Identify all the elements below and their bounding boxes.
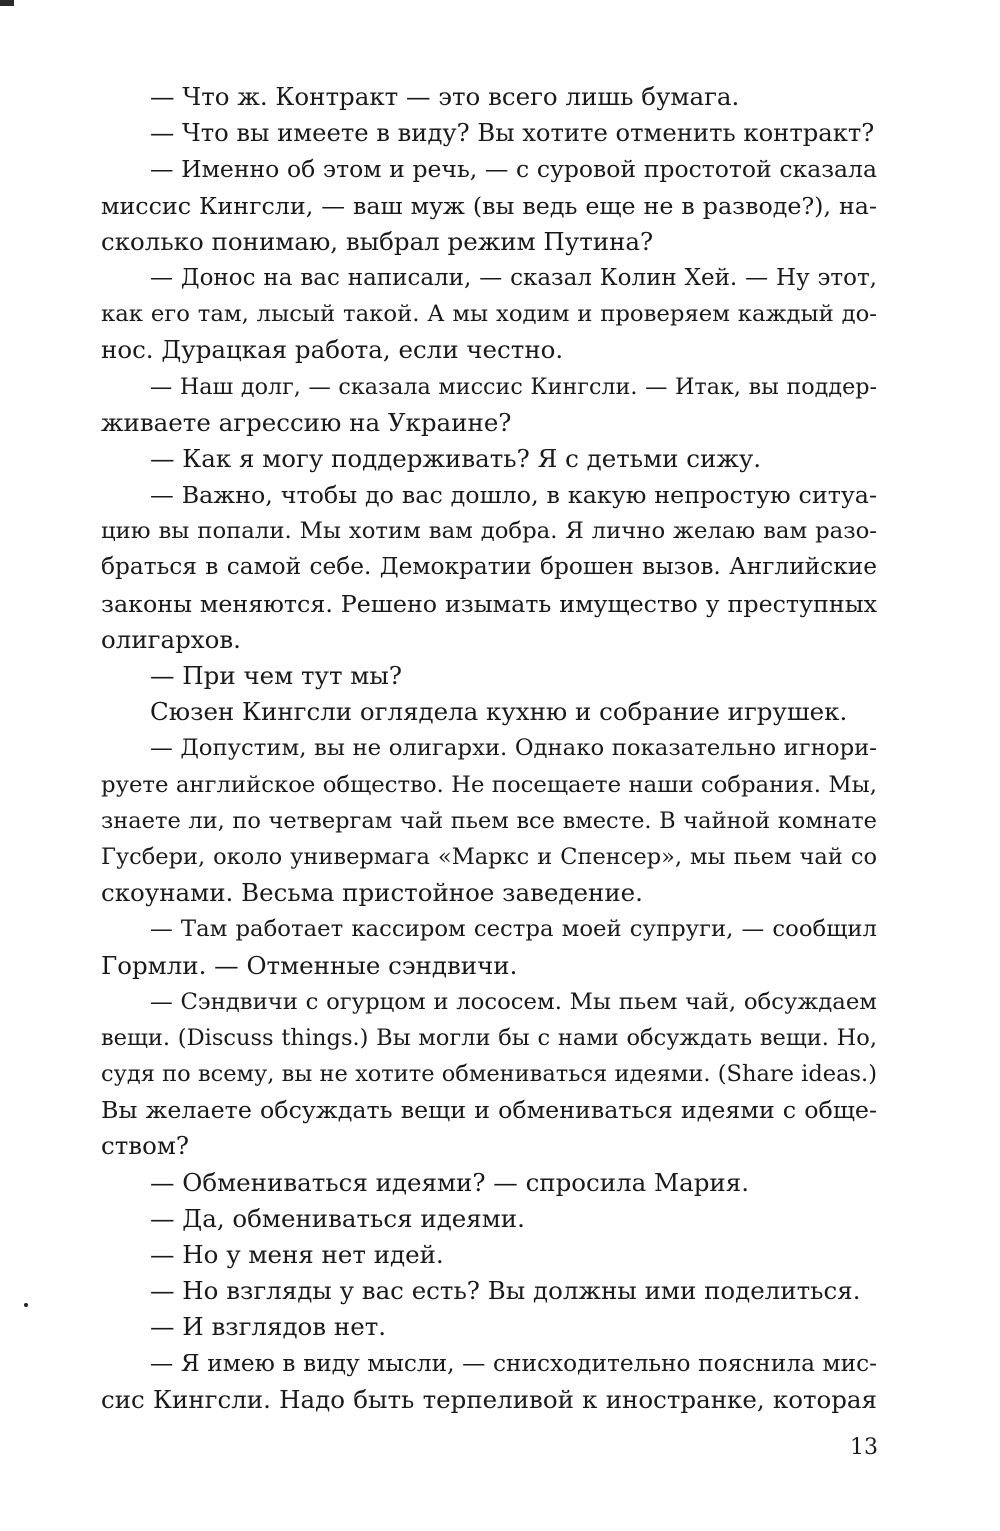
text-line: — Допустим, вы не олигархи. Однако показательно игнори- <box>150 735 877 762</box>
text-line: вещи. (Discuss things.) Вы могли бы с нами обсуждать вещи. Но, <box>101 1024 877 1051</box>
text-line: — При чем тут мы? <box>150 661 402 690</box>
text-line: браться в самой себе. Демократии брошен вызов. Английские <box>101 553 877 581</box>
text-line: Гусбери, около универмага «Маркс и Спенсер», мы пьем чай со <box>101 843 877 870</box>
text-line: как его там, лысый такой. А мы ходим и проверяем каждый до- <box>101 301 877 328</box>
text-line: судя по всему, вы не хотите обмениваться идеями. (Share ideas.) <box>101 1061 877 1088</box>
text-line: — Как я могу поддерживать? Я с детьми сижу. <box>150 443 762 473</box>
text-line: — Что ж. Контракт — это всего лишь бумага. <box>150 82 740 111</box>
body-text <box>101 79 877 1418</box>
text-line: Сюзен Кингсли оглядела кухню и собрание игрушек. <box>150 697 848 727</box>
text-line: — Наш долг, — сказала миссис Кингсли. — Итак, вы поддер- <box>150 373 877 400</box>
text-line: законы меняются. Решено изымать имущество у преступных <box>101 589 877 618</box>
text-line: ством? <box>101 1131 190 1161</box>
page-number: 13 <box>850 1435 878 1460</box>
text-line: Гормли. — Отменные сэндвичи. <box>101 950 518 980</box>
text-line: знаете ли, по четвергам чай пьем все вместе. В чайной комнате <box>101 807 877 834</box>
text-line: цию вы попали. Мы хотим вам добра. Я лично желаю вам разо- <box>101 518 877 545</box>
text-line: — Но у меня нет идей. <box>150 1240 444 1269</box>
text-line: — Что вы имеете в виду? Вы хотите отменить контракт? <box>150 118 875 148</box>
scan-speck <box>24 1303 28 1307</box>
scan-edge-mark <box>0 0 14 6</box>
text-line: — Донос на вас написали, — сказал Колин Хей. — Ну этот, <box>150 264 877 291</box>
text-line: — Сэндвичи с огурцом и лососем. Мы пьем чай, обсуждаем <box>150 988 877 1015</box>
text-line: — Именно об этом и речь, — с суровой простотой сказала <box>150 155 877 184</box>
text-line: — Там работает кассиром сестра моей супруги, — сообщил <box>150 916 877 943</box>
text-line: миссис Кингсли, — ваш муж (вы ведь еще не в разводе?), на- <box>101 191 877 220</box>
text-line: Вы желаете обсуждать вещи и обмениваться идеями с обще- <box>101 1096 877 1125</box>
text-line: — Да, обмениваться идеями. <box>150 1203 525 1233</box>
text-line: — И взглядов нет. <box>150 1312 387 1342</box>
text-line: — Но взгляды у вас есть? Вы должны ими поделиться. <box>150 1276 861 1306</box>
text-line: сколько понимаю, выбрал режим Путина? <box>101 226 654 256</box>
text-line: — Я имею в виду мысли, — снисходительно пояснила мис- <box>150 1349 877 1377</box>
text-line: скоунами. Весьма пристойное заведение. <box>101 878 643 908</box>
text-line: олигархов. <box>101 624 241 654</box>
text-line: живаете агрессию на Украине? <box>101 407 512 437</box>
text-line: руете английское общество. Не посещаете наши собрания. Мы, <box>101 771 877 798</box>
text-line: — Обмениваться идеями? — спросила Мария. <box>150 1167 750 1197</box>
text-line: — Важно, чтобы до вас дошло, в какую непростую ситуа- <box>150 481 877 510</box>
text-line: сис Кингсли. Надо быть терпеливой к иностранке, которая <box>101 1384 877 1414</box>
text-line: нос. Дурацкая работа, если честно. <box>101 335 564 365</box>
